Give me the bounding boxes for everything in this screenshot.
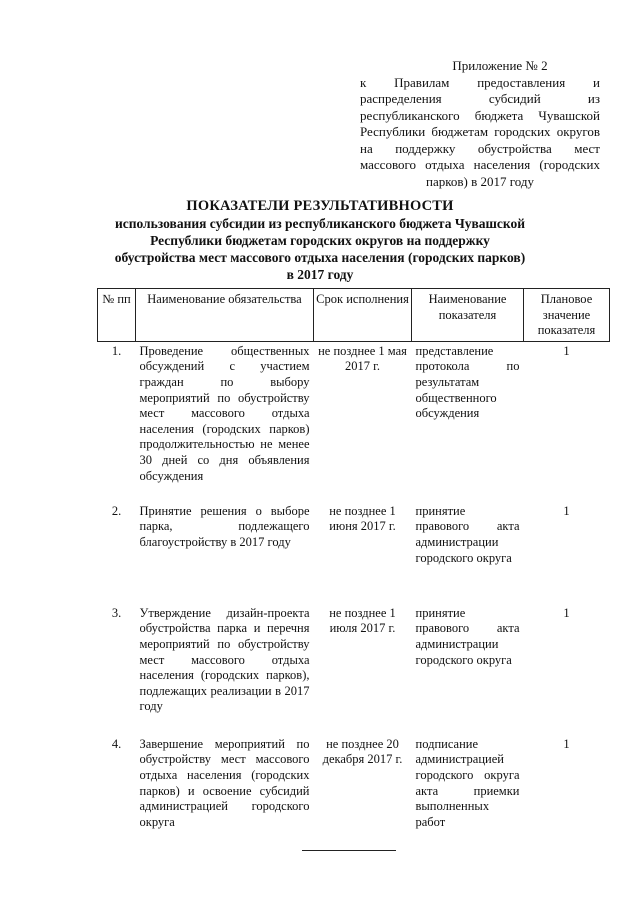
table-row: [98, 604, 610, 735]
row-term: не позднее 1 июля 2017 г.: [329, 605, 396, 636]
row-term: не позднее 20 декабря 2017 г.: [322, 736, 403, 767]
row-value: 1: [563, 503, 570, 518]
row-value: 1: [563, 736, 570, 751]
row-indicator: подписание администрацией городского округа акта приемки выполненных работ: [415, 736, 520, 829]
table-row: [98, 341, 610, 502]
header-term: Срок исполнения: [314, 289, 412, 342]
row-indicator: принятие правового акта администрации городского округа: [415, 605, 520, 667]
row-term: не позднее 1 июня 2017 г.: [329, 503, 396, 534]
row-indicator: принятие правового акта администрации городского округа: [415, 503, 520, 565]
row-indicator: представление протокола по результатам общественного обсуждения: [415, 343, 520, 421]
row-term: не позднее 1 мая 2017 г.: [318, 343, 407, 374]
row-obligation: Принятие решения о выборе парка, подлежащего благоустройству в 2017 году: [139, 503, 310, 549]
page-title: ПОКАЗАТЕЛИ РЕЗУЛЬТАТИВНОСТИ: [186, 198, 454, 214]
table-header-row: [98, 289, 610, 342]
appendix-title: Приложение № 2: [452, 58, 548, 73]
row-num: 1.: [111, 343, 122, 358]
document-heading: [110, 198, 530, 283]
row-value: 1: [563, 605, 570, 620]
row-value: 1: [563, 343, 570, 358]
header-indicator: Наименование показателя: [412, 289, 524, 342]
row-obligation: Завершение мероприятий по обустройству мест массового отдыха населения (городских парков) и освоение субсидий администрацией городского округа: [139, 736, 310, 829]
footer-divider: [302, 850, 396, 851]
page-subtitle: использования субсидии из республиканского бюджета Чувашской Республики бюджетам городских округов на поддержку обустройства мест массового отдыха населения (городских парков) в 2017 году: [114, 216, 526, 282]
row-num: 4.: [111, 736, 122, 751]
row-obligation: Утверждение дизайн-проекта обустройства парка и перечня мероприятий по обустройству мест массового отдыха населения (городских парков), подлежащих реализации в 2017 году: [139, 605, 310, 714]
table-row: [98, 502, 610, 604]
header-obligation: Наименование обязательства: [136, 289, 314, 342]
indicators-table: [97, 288, 610, 859]
row-obligation: Проведение общественных обсуждений с участием граждан по выбору мероприятий по обустройству мест массового отдыха населения (городских парков) продолжительностью не менее 30 дней со дня объявления обсуждения: [139, 343, 310, 483]
table-row: [98, 735, 610, 859]
appendix-block: [360, 58, 600, 190]
header-num: № пп: [98, 289, 136, 342]
row-num: 3.: [111, 605, 122, 620]
header-value: Плановое значение показателя: [524, 289, 610, 342]
row-num: 2.: [111, 503, 122, 518]
appendix-text: к Правилам предоставления и распределения субсидий из республиканского бюджета Чувашской Республики бюджетам городских округов на поддержку обустройства мест массового отдыха населения (городских парков) в 2017 году: [360, 74, 600, 189]
